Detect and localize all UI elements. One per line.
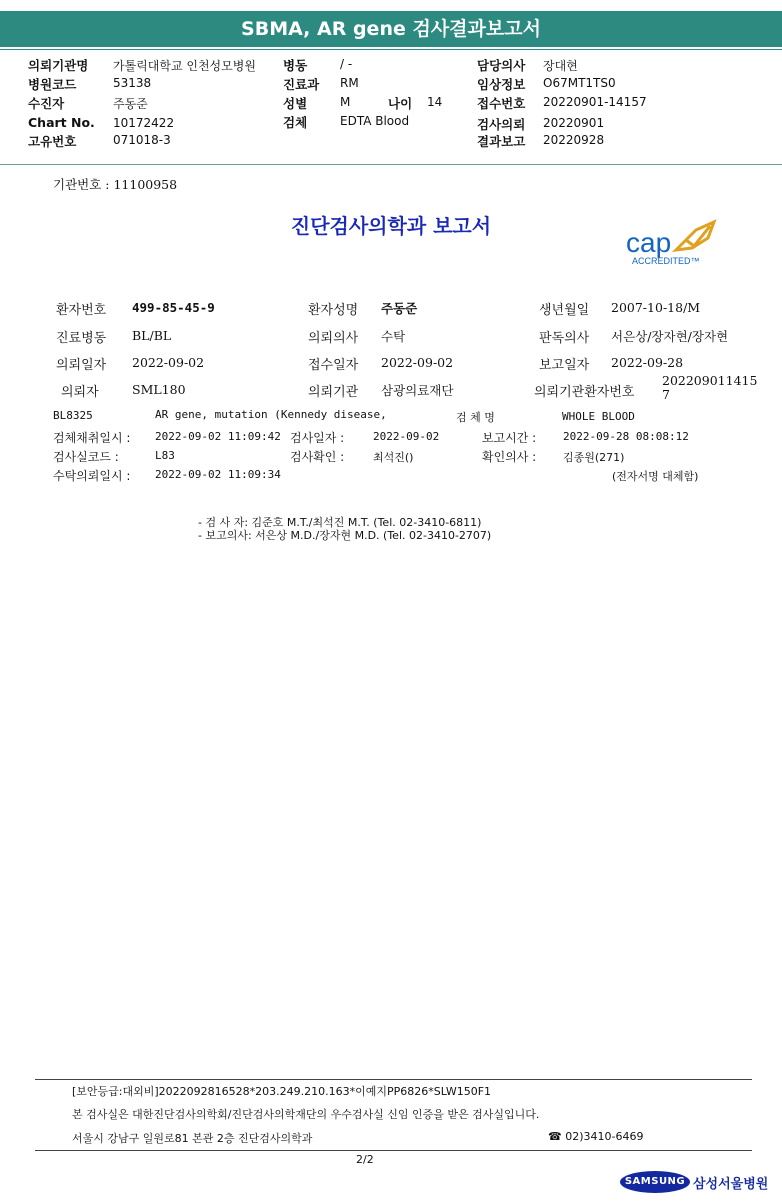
certification-line: 본 검사실은 대한진단검사의학회/진단검사의학재단의 우수검사실 신임 인증을 받은 검사실입니다. bbox=[72, 1108, 540, 1121]
header-bottom-rule bbox=[0, 164, 782, 165]
label-lab-code: 검사실코드 : bbox=[53, 450, 119, 464]
header-label-result-report: 결과보고 bbox=[477, 134, 526, 149]
header-value-result-report: 20220928 bbox=[543, 133, 605, 147]
footer-bottom-rule bbox=[35, 1150, 752, 1151]
lab-address: 서울시 강남구 일원로81 본관 2층 진단검사의학과 bbox=[72, 1132, 313, 1145]
value-test-confirm: 최석진() bbox=[373, 451, 414, 464]
header-value-specimen: EDTA Blood bbox=[340, 114, 410, 128]
header-value-sex: M bbox=[340, 95, 351, 109]
institution-number: 기관번호 : 11100958 bbox=[53, 177, 178, 192]
test-code: BL8325 bbox=[53, 409, 93, 422]
label-test-date: 검사일자 : bbox=[290, 431, 345, 445]
value-patient-no: 499-85-45-9 bbox=[132, 300, 215, 315]
label-collection-datetime: 검체채취일시 : bbox=[53, 431, 131, 445]
header-value-ward: / - bbox=[340, 57, 353, 71]
header-label-age: 나이 bbox=[388, 96, 413, 111]
value-reading-doctor: 서은상/장자현/장자현 bbox=[611, 329, 729, 344]
header-value-unique-no: 071018-3 bbox=[113, 133, 171, 147]
value-lab-code: L83 bbox=[155, 449, 175, 462]
value-requesting-doctor: 수탁 bbox=[381, 329, 406, 344]
label-confirming-doctor: 확인의사 : bbox=[482, 450, 537, 464]
label-birth-date: 생년월일 bbox=[539, 303, 590, 318]
header-label-patient: 수진자 bbox=[28, 96, 65, 111]
samsung-hospital-name: 삼성서울병원 bbox=[693, 1177, 769, 1192]
report-title: 진단검사의학과 보고서 bbox=[290, 214, 492, 238]
specimen-name-value: WHOLE BLOOD bbox=[562, 410, 635, 423]
value-collection-datetime: 2022-09-02 11:09:42 bbox=[155, 430, 281, 443]
header-value-department: RM bbox=[340, 76, 359, 90]
header-label-clinical-info: 임상정보 bbox=[477, 77, 526, 92]
report-header-title: SBMA, AR gene 검사결과보고서 bbox=[0, 11, 782, 47]
value-request-date: 2022-09-02 bbox=[132, 355, 205, 370]
test-name: AR gene, mutation (Kennedy disease, bbox=[155, 408, 387, 421]
header-label-hospital-code: 병원코드 bbox=[28, 77, 77, 92]
value-requesting-institution: 삼광의료재단 bbox=[381, 383, 454, 398]
footer-top-rule bbox=[35, 1079, 752, 1080]
value-institution-patient-no bbox=[662, 374, 757, 402]
header-label-receipt-no: 접수번호 bbox=[477, 96, 526, 111]
electronic-signature-note: (전자서명 대체함) bbox=[612, 470, 699, 483]
samsung-logo bbox=[620, 1171, 690, 1193]
staff-tester-line: - 검 사 자: 김준호 M.T./최석진 M.T. (Tel. 02-3410-6811) bbox=[198, 516, 482, 529]
value-institution-patient-no-line1: 202209011415 bbox=[662, 373, 758, 388]
label-ward: 진료병동 bbox=[56, 331, 107, 346]
label-requester: 의뢰자 bbox=[61, 385, 99, 400]
cap-logo-subtitle: ACCREDITED™ bbox=[632, 256, 700, 266]
label-patient-no: 환자번호 bbox=[56, 303, 107, 318]
label-report-time: 보고시간 : bbox=[482, 431, 537, 445]
security-line: [보안등급:대외비]2022092816528*203.249.210.163*이예지PP6826*SLW150F1 bbox=[72, 1085, 492, 1098]
label-institution-patient-no: 의뢰기관환자번호 bbox=[534, 385, 635, 400]
label-test-confirm: 검사확인 : bbox=[290, 450, 345, 464]
label-consignment-datetime: 수탁의뢰일시 : bbox=[53, 469, 131, 483]
value-confirming-doctor: 김종원(271) bbox=[563, 451, 625, 464]
header-label-attending-doctor: 담당의사 bbox=[477, 58, 526, 73]
lab-phone: ☎ 02)3410-6469 bbox=[548, 1130, 644, 1143]
page-number: 2/2 bbox=[356, 1153, 374, 1166]
header-value-requesting-institution: 가톨릭대학교 인천성모병원 bbox=[113, 59, 256, 73]
header-label-unique-no: 고유번호 bbox=[28, 134, 77, 149]
header-value-chart-no: 10172422 bbox=[113, 116, 175, 130]
value-birth-date: 2007-10-18/M bbox=[611, 300, 701, 315]
value-report-time: 2022-09-28 08:08:12 bbox=[563, 430, 689, 443]
value-report-date: 2022-09-28 bbox=[611, 355, 684, 370]
header-label-chart-no: Chart No. bbox=[28, 115, 95, 130]
header-label-test-request: 검사의뢰 bbox=[477, 117, 526, 132]
header-label-specimen: 검체 bbox=[283, 115, 308, 130]
label-patient-name: 환자성명 bbox=[308, 303, 359, 318]
header-label-sex: 성별 bbox=[283, 96, 308, 111]
header-value-test-request: 20220901 bbox=[543, 116, 605, 130]
header-label-requesting-institution: 의뢰기관명 bbox=[28, 58, 89, 73]
value-consignment-datetime: 2022-09-02 11:09:34 bbox=[155, 468, 281, 481]
value-receipt-date: 2022-09-02 bbox=[381, 355, 454, 370]
cap-accredited-logo bbox=[618, 216, 730, 272]
label-reading-doctor: 판독의사 bbox=[539, 331, 590, 346]
value-institution-patient-no-line2: 7 bbox=[662, 387, 670, 402]
header-value-receipt-no: 20220901-14157 bbox=[543, 95, 647, 109]
value-test-date: 2022-09-02 bbox=[373, 430, 440, 443]
header-value-attending-doctor: 장대현 bbox=[543, 59, 578, 73]
header-value-patient: 주동준 bbox=[113, 97, 148, 111]
header-rule bbox=[0, 49, 782, 50]
header-value-age: 14 bbox=[427, 95, 443, 109]
value-patient-name: 주동준 bbox=[381, 301, 418, 316]
samsung-logo-text: SAMSUNG bbox=[624, 1176, 686, 1187]
value-requester: SML180 bbox=[132, 382, 186, 397]
label-request-date: 의뢰일자 bbox=[56, 358, 107, 373]
header-value-clinical-info: O67MT1TS0 bbox=[543, 76, 616, 90]
label-requesting-doctor: 의뢰의사 bbox=[308, 331, 359, 346]
value-ward: BL/BL bbox=[132, 328, 172, 343]
header-label-department: 진료과 bbox=[283, 77, 320, 92]
header-value-hospital-code: 53138 bbox=[113, 76, 152, 90]
cap-logo-word: cap bbox=[626, 227, 672, 258]
specimen-name-label: 검 체 명 bbox=[456, 411, 495, 424]
header-label-ward: 병동 bbox=[283, 58, 308, 73]
label-requesting-institution: 의뢰기관 bbox=[308, 385, 359, 400]
staff-reporting-doctor-line: - 보고의사: 서은상 M.D./장자현 M.D. (Tel. 02-3410-2707) bbox=[198, 529, 492, 542]
label-report-date: 보고일자 bbox=[539, 358, 590, 373]
label-receipt-date: 접수일자 bbox=[308, 358, 359, 373]
